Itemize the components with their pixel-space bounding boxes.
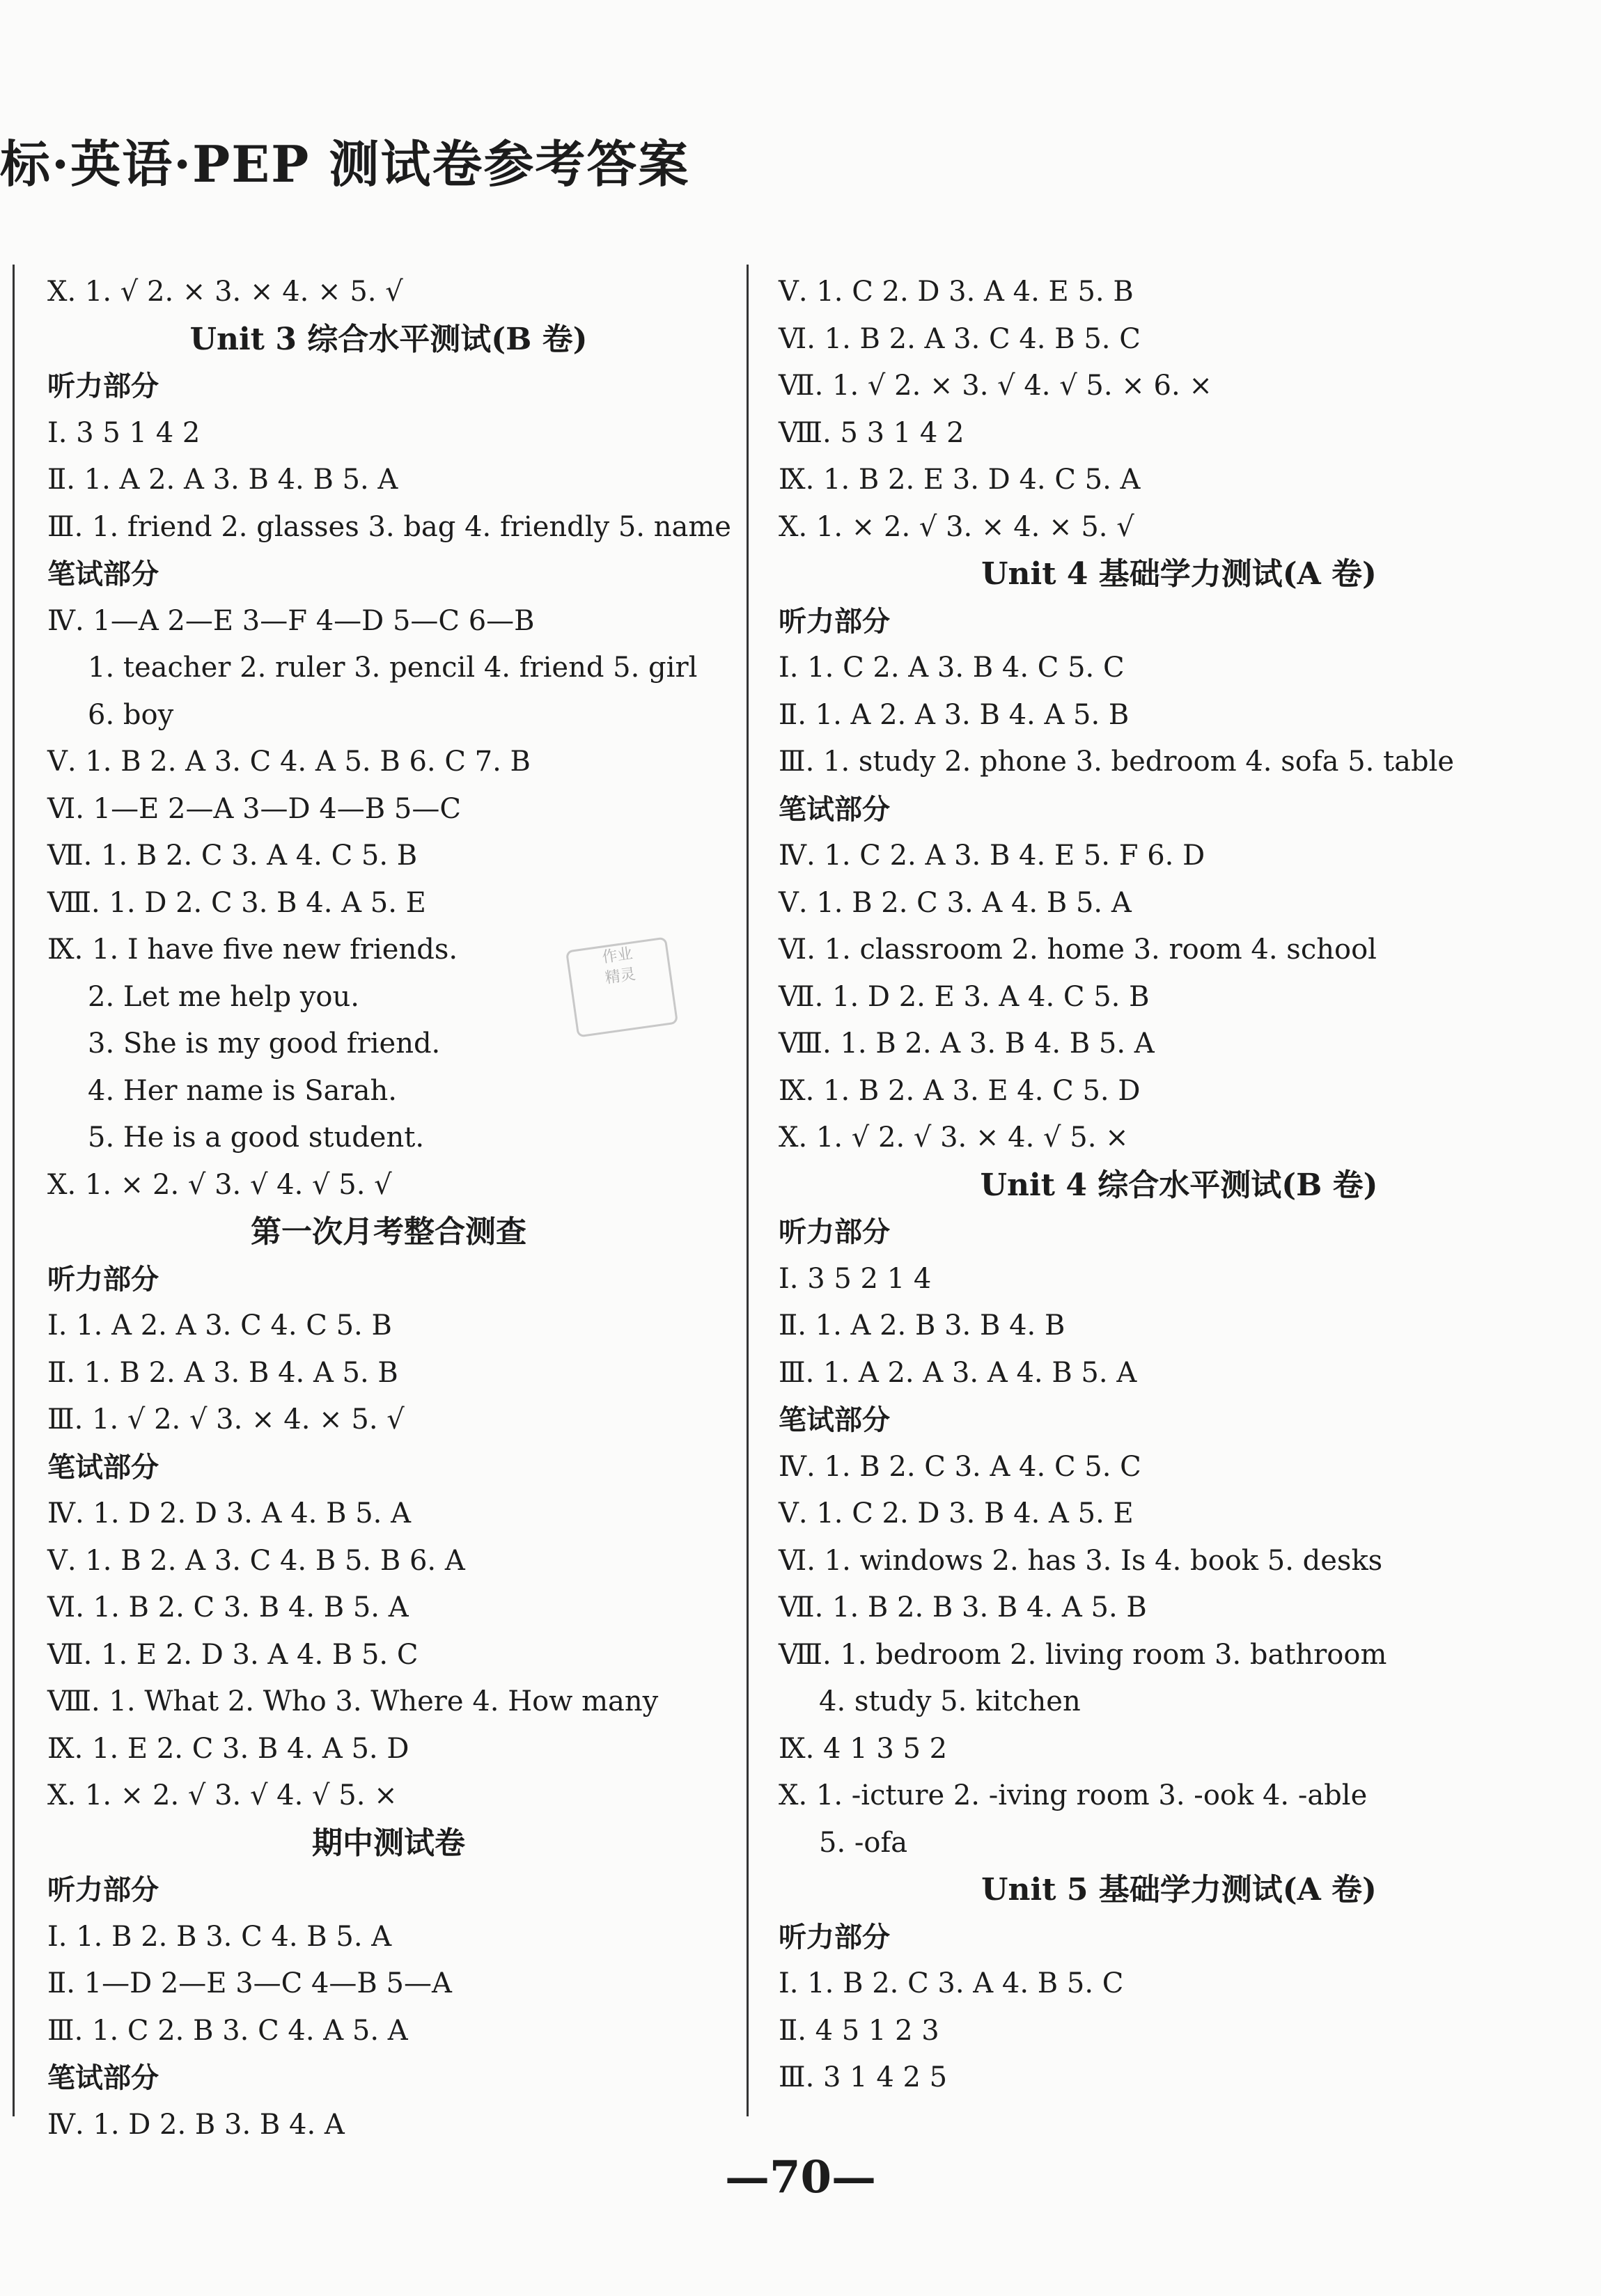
section-title: Unit 5 基础学力测试(A 卷): [981, 1872, 1377, 1908]
answer-line: Ⅳ. 1. D 2. D 3. A 4. B 5. A: [47, 1497, 411, 1530]
part-heading: 笔试部分: [47, 558, 159, 590]
part-heading: 听力部分: [47, 1262, 159, 1296]
answer-line: 5. -ofa: [819, 1826, 908, 1859]
answer-line: Ⅳ. 1—A 2—E 3—F 4—D 5—C 6—B: [47, 604, 535, 637]
answer-line: Ⅷ. 1. B 2. A 3. B 4. B 5. A: [779, 1028, 1155, 1060]
answer-line: Ⅰ. 1. A 2. A 3. C 4. C 5. B: [47, 1310, 392, 1342]
page-header-title: 标·英语·PEP 测试卷参考答案: [0, 134, 690, 194]
answer-line: Ⅹ. 1. × 2. √ 3. √ 4. √ 5. ×: [47, 1779, 398, 1811]
answer-line: Ⅴ. 1. B 2. A 3. C 4. B 5. B 6. A: [47, 1544, 465, 1577]
answer-line: Ⅶ. 1. B 2. B 3. B 4. A 5. B: [779, 1591, 1147, 1623]
answer-line: 1. teacher 2. ruler 3. pencil 4. friend 5. girl: [88, 652, 698, 684]
answer-line: Ⅴ. 1. C 2. D 3. B 4. A 5. E: [779, 1497, 1134, 1530]
answer-line: Ⅰ. 3 5 1 4 2: [47, 416, 201, 449]
answer-line: Ⅴ. 1. C 2. D 3. A 4. E 5. B: [779, 276, 1134, 308]
answer-line: Ⅸ. 1. B 2. E 3. D 4. C 5. A: [779, 464, 1141, 496]
answer-line: 6. boy: [88, 698, 174, 731]
answer-line: Ⅰ. 3 5 2 1 4: [779, 1262, 932, 1295]
answer-line: Ⅲ. 3 1 4 2 5: [779, 2061, 948, 2093]
answer-line: 4. Her name is Sarah.: [88, 1074, 397, 1107]
part-heading: 笔试部分: [47, 2061, 159, 2094]
answer-line: Ⅹ. 1. × 2. √ 3. √ 4. √ 5. √: [47, 1168, 392, 1201]
answer-line: Ⅲ. 1. C 2. B 3. C 4. A 5. A: [47, 2014, 408, 2047]
answer-line: Ⅸ. 1. B 2. A 3. E 4. C 5. D: [779, 1074, 1141, 1107]
answer-line: Ⅸ. 1. I have five new friends.: [47, 934, 458, 966]
part-heading: 笔试部分: [47, 1450, 159, 1484]
section-title: 期中测试卷: [312, 1825, 465, 1861]
answer-line: Ⅵ. 1. windows 2. has 3. Is 4. book 5. desks: [779, 1544, 1383, 1577]
left-answer-column: [47, 269, 730, 2148]
answer-line: Ⅲ. 1. study 2. phone 3. bedroom 4. sofa 5. table: [779, 746, 1455, 778]
answer-line: Ⅵ. 1. B 2. A 3. C 4. B 5. C: [779, 322, 1141, 355]
part-heading: 笔试部分: [779, 1403, 890, 1436]
page-number: —70—: [724, 2151, 877, 2203]
answer-line: 5. He is a good student.: [88, 1122, 425, 1154]
answer-line: Ⅱ. 1. B 2. A 3. B 4. A 5. B: [47, 1356, 398, 1389]
answer-line: Ⅴ. 1. B 2. C 3. A 4. B 5. A: [779, 886, 1132, 919]
answer-line: Ⅲ. 1. A 2. A 3. A 4. B 5. A: [779, 1356, 1137, 1389]
answer-line: Ⅱ. 1. A 2. B 3. B 4. B: [779, 1310, 1065, 1342]
answer-line: Ⅵ. 1. B 2. C 3. B 4. B 5. A: [47, 1591, 409, 1623]
section-title: Unit 4 综合水平测试(B 卷): [980, 1167, 1378, 1203]
answer-line: Ⅴ. 1. B 2. A 3. C 4. A 5. B 6. C 7. B: [47, 746, 531, 778]
part-heading: 听力部分: [779, 1216, 890, 1248]
answer-line: Ⅹ. 1. √ 2. √ 3. × 4. √ 5. ×: [779, 1122, 1129, 1154]
answer-line: Ⅲ. 1. √ 2. √ 3. × 4. × 5. √: [47, 1403, 405, 1436]
answer-line: 3. She is my good friend.: [88, 1028, 441, 1060]
center-column-rule: [747, 265, 749, 2116]
answer-line: Ⅷ. 1. What 2. Who 3. Where 4. How many: [47, 1685, 659, 1717]
answer-line: Ⅶ. 1. E 2. D 3. A 4. B 5. C: [47, 1638, 419, 1671]
answer-line: Ⅳ. 1. C 2. A 3. B 4. E 5. F 6. D: [779, 840, 1205, 872]
answer-line: Ⅲ. 1. friend 2. glasses 3. bag 4. friendly 5. name: [47, 510, 731, 543]
section-title: Unit 4 基础学力测试(A 卷): [981, 556, 1377, 592]
answer-line: Ⅷ. 1. bedroom 2. living room 3. bathroom: [779, 1638, 1387, 1671]
left-column-rule: [13, 265, 15, 2116]
answer-line: Ⅶ. 1. D 2. E 3. A 4. C 5. B: [779, 980, 1150, 1013]
part-heading: 笔试部分: [779, 792, 890, 826]
answer-line: Ⅹ. 1. -icture 2. -iving room 3. -ook 4. -able: [779, 1779, 1368, 1811]
answer-line: Ⅱ. 1. A 2. A 3. B 4. B 5. A: [47, 464, 398, 496]
part-heading: 听力部分: [779, 604, 890, 638]
answer-line: Ⅰ. 1. B 2. C 3. A 4. B 5. C: [779, 1967, 1124, 1999]
right-answer-column: [779, 269, 1579, 2102]
answer-line: Ⅸ. 1. E 2. C 3. B 4. A 5. D: [47, 1732, 409, 1765]
answer-line: Ⅳ. 1. D 2. B 3. B 4. A: [47, 2108, 345, 2141]
section-title: Unit 3 综合水平测试(B 卷): [189, 321, 588, 357]
answer-line: Ⅵ. 1—E 2—A 3—D 4—B 5—C: [47, 792, 461, 825]
part-heading: 听力部分: [47, 1873, 159, 1906]
answer-line: Ⅱ. 1—D 2—E 3—C 4—B 5—A: [47, 1967, 452, 1999]
answer-line: Ⅱ. 4 5 1 2 3: [779, 2014, 939, 2047]
answer-line: 4. study 5. kitchen: [819, 1685, 1081, 1717]
answer-line: Ⅰ. 1. B 2. B 3. C 4. B 5. A: [47, 1920, 392, 1953]
answer-line: 2. Let me help you.: [88, 980, 359, 1013]
part-heading: 听力部分: [47, 370, 159, 402]
part-heading: 听力部分: [779, 1920, 890, 1953]
answer-line: Ⅵ. 1. classroom 2. home 3. room 4. school: [779, 934, 1377, 966]
answer-line: Ⅰ. 1. C 2. A 3. B 4. C 5. C: [779, 652, 1125, 684]
answer-line: Ⅹ. 1. × 2. √ 3. × 4. × 5. √: [779, 510, 1134, 543]
answer-line: Ⅷ. 1. D 2. C 3. B 4. A 5. E: [47, 886, 426, 919]
answer-line: Ⅷ. 5 3 1 4 2: [779, 416, 964, 449]
watermark-stamp: 作业 精灵: [565, 936, 678, 1037]
answer-line: Ⅱ. 1. A 2. A 3. B 4. A 5. B: [779, 698, 1130, 731]
answer-line: Ⅹ. 1. √ 2. × 3. × 4. × 5. √: [47, 276, 403, 308]
answer-line: Ⅶ. 1. B 2. C 3. A 4. C 5. B: [47, 840, 418, 872]
answer-line: Ⅶ. 1. √ 2. × 3. √ 4. √ 5. × 6. ×: [779, 370, 1212, 402]
section-title: 第一次月考整合测查: [251, 1214, 526, 1250]
answer-line: Ⅳ. 1. B 2. C 3. A 4. C 5. C: [779, 1450, 1141, 1483]
answer-line: Ⅸ. 4 1 3 5 2: [779, 1732, 948, 1765]
